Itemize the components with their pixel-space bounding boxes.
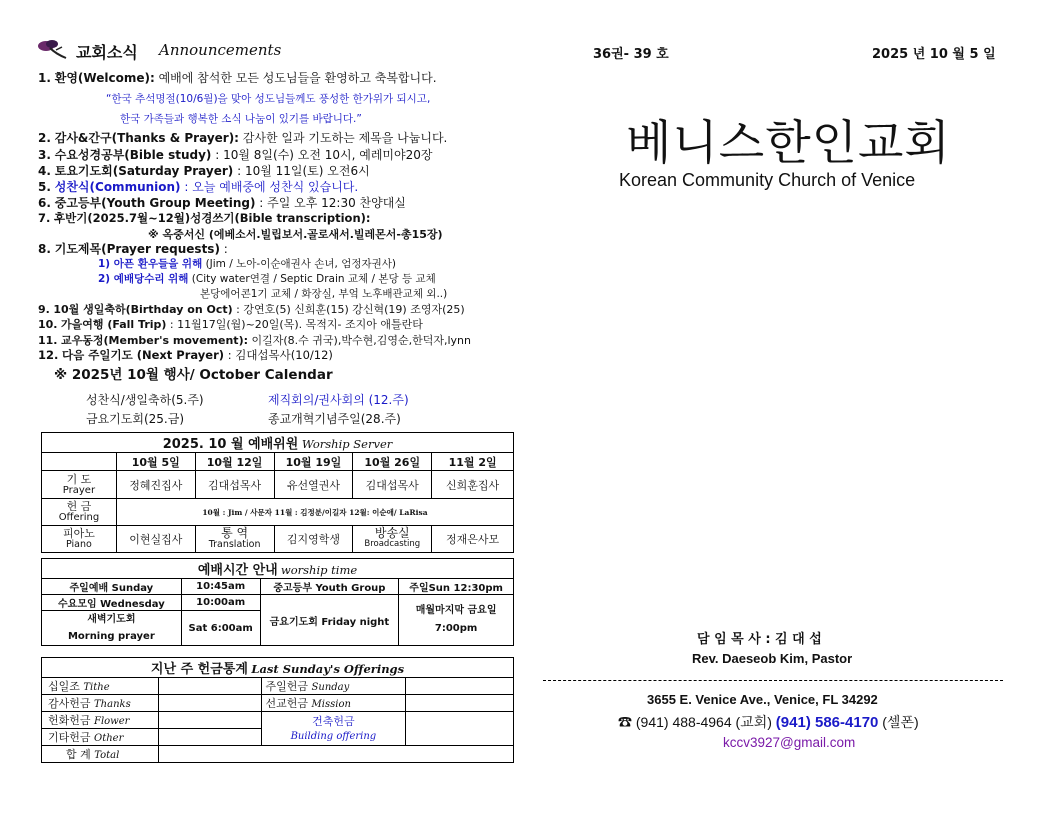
offering-servers: 10월 : Jim / 사문자 11월 : 김정분/이길자 12월: 이순애/ LaRisa <box>116 499 513 526</box>
announcement-8: 8. 기도제목(Prayer requests) : <box>38 242 228 256</box>
calendar-item-1: 성찬식/생일축하(5.주) <box>86 393 204 407</box>
announcement-5: 5. 성찬식(Communion) : 오늘 예배중에 성찬식 있습니다. <box>38 180 359 194</box>
mission-label: 선교헌금 Mission <box>261 695 406 712</box>
calendar-item-2: 제직회의/권사회의 (12.주) <box>268 393 409 407</box>
prayer-request-1: 1) 아픈 환우들을 위해 (Jim / 노아-이순애권사 손녀, 엄정자권사) <box>98 258 397 270</box>
building-amount <box>406 712 514 746</box>
date-header: 10월 5일 <box>116 453 195 471</box>
prayer-row-label: 기 도 Prayer <box>42 471 117 499</box>
youth-group-time: 주일Sun 12:30pm <box>399 579 514 595</box>
announcement-3: 3. 수요성경공부(Bible study) : 10월 8일(수) 오전 10시, 예레미야20장 <box>38 148 433 162</box>
header-title-ko: 교회소식 <box>76 43 138 62</box>
header-title-en: Announcements <box>159 41 282 59</box>
building-label: 건축헌금 Building offering <box>261 712 406 746</box>
worship-time-table <box>41 558 514 646</box>
tithe-label: 십일조 Tithe <box>42 678 159 695</box>
issue-date: 2025 년 10 월 5 일 <box>872 47 996 62</box>
announcement-6: 6. 중고등부(Youth Group Meeting) : 주일 오후 12:30 찬양대실 <box>38 196 406 210</box>
flower-icon <box>36 38 70 60</box>
dawn-prayer-time: Sat 6:00am <box>181 611 260 646</box>
announcement-1-quote-1: “한국 추석명절(10/6월)을 맞아 성도님들께도 풍성한 한가위가 되시고, <box>106 93 431 105</box>
broadcast-label: 방송실 Broadcasting <box>353 526 432 553</box>
calendar-item-3: 금요기도회(25.금) <box>86 412 184 426</box>
last-friday-cell: 매월마지막 금요일 7:00pm <box>399 595 514 646</box>
church-name-en: Korean Community Church of Venice <box>619 170 916 190</box>
wednesday-label: 수요모임 Wednesday <box>42 595 182 611</box>
pastor-name-ko: 담 임 목 사 : 김 대 섭 <box>697 632 822 647</box>
total-amount <box>158 746 513 763</box>
church-name-ko: 베니스한인교회 <box>626 116 951 171</box>
prayer-server: 김대섭목사 <box>353 471 432 499</box>
church-phone: ☎ (941) 488-4964 (교회) (941) 586-4170 (셀폰) <box>618 714 919 731</box>
tithe-amount <box>158 678 261 695</box>
prayer-request-2: 2) 예배당수리 위해 (City water연결 / Septic Drain 교체 / 본당 등 교체 <box>98 273 436 285</box>
announcement-1-quote-2: 한국 가족들과 행복한 소식 나눔이 있기를 바랍니다.” <box>120 113 362 125</box>
sunday-service-time: 10:45am <box>181 579 260 595</box>
offerings-table <box>41 657 514 763</box>
announcement-10: 10. 가을여행 (Fall Trip) : 11월17일(월)~20일(목). 목적지- 조지아 애틀란타 <box>38 318 423 331</box>
worship-time-title: 예배시간 안내 worship time <box>42 559 514 579</box>
prayer-server: 신희훈집사 <box>432 471 514 499</box>
thanks-label: 감사헌금 Thanks <box>42 695 159 712</box>
dawn-prayer-label: 새벽기도회 Morning prayer <box>42 611 182 646</box>
sunday-service-label: 주일예배 Sunday <box>42 579 182 595</box>
other-amount <box>158 729 261 746</box>
announcement-7: 7. 후반기(2025.7월~12월)성경쓰기(Bible transcription): <box>38 211 371 225</box>
calendar-item-4: 종교개혁기념주일(28.주) <box>268 412 401 426</box>
announcement-4: 4. 토요기도회(Saturday Prayer) : 10월 11일(토) 오전6시 <box>38 164 370 178</box>
date-header: 10월 26일 <box>353 453 432 471</box>
other-label: 기타헌금 Other <box>42 729 159 746</box>
thanks-amount <box>158 695 261 712</box>
date-header: 10월 12일 <box>195 453 274 471</box>
announcement-11: 11. 교우동정(Member's movement): 이길자(8.수 귀국),박수현,김영순,한덕자,lynn <box>38 334 471 347</box>
mission-amount <box>406 695 514 712</box>
translation-server: 김지영학생 <box>274 526 353 553</box>
flower-amount <box>158 712 261 729</box>
prayer-server: 김대섭목사 <box>195 471 274 499</box>
total-label: 합 계 Total <box>42 746 159 763</box>
sunday-offering-label: 주일헌금 Sunday <box>261 678 406 695</box>
announcement-2: 2. 감사&간구(Thanks & Prayer): 감사한 일과 기도하는 제목을 나눕니다. <box>38 131 448 145</box>
prayer-request-2-cont: 본당에어콘1기 교체 / 화장실, 부엌 노후배관교체 외..) <box>200 288 448 300</box>
volume: 36권- 39 호 <box>593 47 669 62</box>
wednesday-time: 10:00am <box>181 595 260 611</box>
phone-icon: ☎ <box>618 714 632 730</box>
worship-server-title: 2025. 10 월 예배위원 Worship Server <box>42 433 514 453</box>
church-email[interactable]: kccv3927@gmail.com <box>723 735 856 750</box>
date-header: 11월 2일 <box>432 453 514 471</box>
announcement-12: 12. 다음 주일기도 (Next Prayer) : 김대섭목사(10/12) <box>38 348 333 362</box>
announcement-7-sub: ※ 옥중서신 (에베소서.빌립보서.골로새서.빌레몬서-총15장) <box>148 228 443 241</box>
piano-row-label: 피아노 Piano <box>42 526 117 553</box>
broadcast-server: 정재은사모 <box>432 526 514 553</box>
translation-label: 통 역 Translation <box>195 526 274 553</box>
flower-label: 헌화헌금 Flower <box>42 712 159 729</box>
piano-server: 이현실집사 <box>116 526 195 553</box>
youth-group-label: 중고등부 Youth Group <box>260 579 399 595</box>
divider <box>543 680 1003 681</box>
worship-server-table <box>41 432 514 553</box>
offering-row-label: 헌 금 Offering <box>42 499 117 526</box>
calendar-title: ※ 2025년 10월 행사/ October Calendar <box>54 367 333 383</box>
prayer-server: 유선열권사 <box>274 471 353 499</box>
friday-prayer-label: 금요기도회 Friday night <box>260 595 399 646</box>
offerings-title: 지난 주 헌금통계 Last Sunday's Offerings <box>42 658 514 678</box>
announcement-1: 1. 환영(Welcome): 예배에 참석한 모든 성도님들을 환영하고 축복합니다. <box>38 71 437 85</box>
pastor-name-en: Rev. Daeseob Kim, Pastor <box>692 651 853 666</box>
date-header: 10월 19일 <box>274 453 353 471</box>
church-address: 3655 E. Venice Ave., Venice, FL 34292 <box>647 692 878 707</box>
sunday-offering-amount <box>406 678 514 695</box>
prayer-server: 정혜진집사 <box>116 471 195 499</box>
announcement-9: 9. 10월 생일축하(Birthday on Oct) : 강연호(5) 신희훈(15) 강신혁(19) 조영자(25) <box>38 303 465 316</box>
